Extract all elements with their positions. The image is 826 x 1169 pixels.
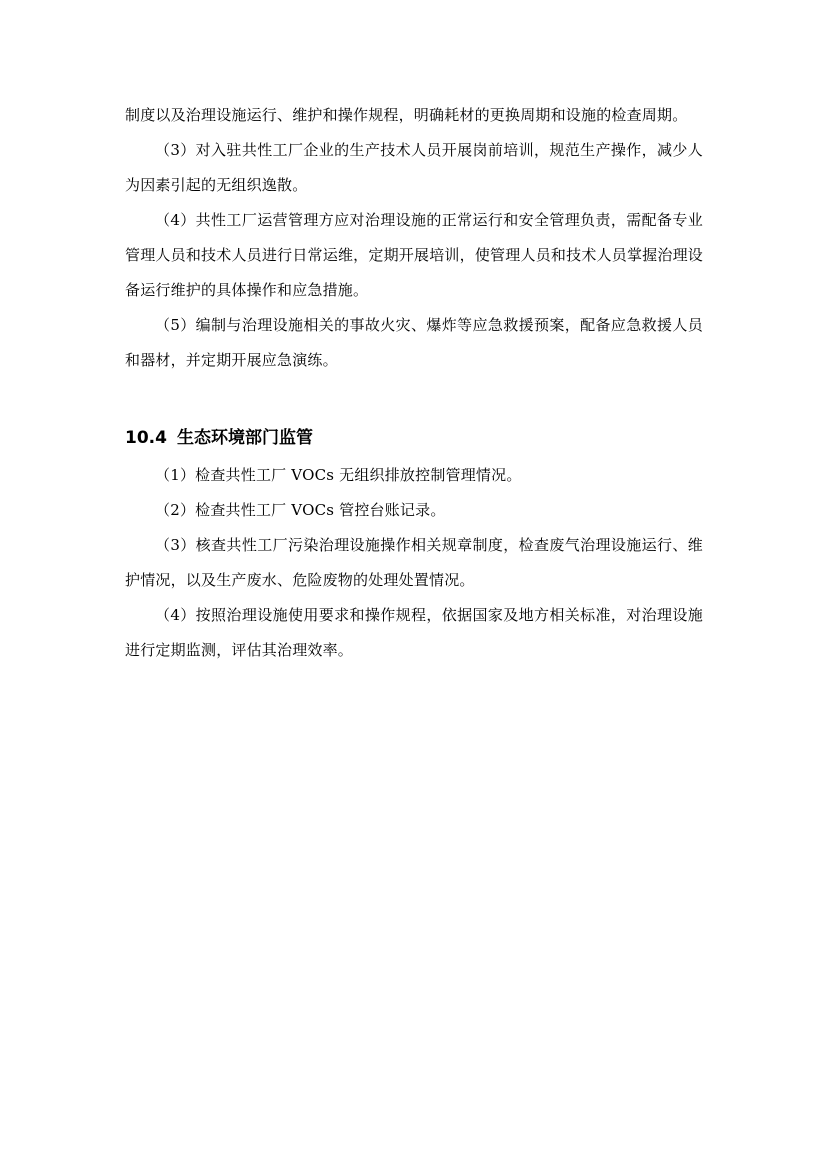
section-upper-body: [125, 98, 703, 378]
paragraph-item-5: （5）编制与治理设施相关的事故火灾、爆炸等应急救援预案，配备应急救援人员和器材，并定期开展应急演练。: [125, 316, 703, 369]
section-lower-body: [125, 458, 703, 668]
section-heading-title: 生态环境部门监管: [176, 428, 313, 448]
paragraph-check-4: （4）按照治理设施使用要求和操作规程，依据国家及地方相关标准，对治理设施进行定期监测，评估其治理效率。: [125, 606, 703, 659]
paragraph-continuation: 制度以及治理设施运行、维护和操作规程，明确耗材的更换周期和设施的检查周期。: [125, 106, 688, 124]
section-heading-number: 10.4: [125, 428, 167, 448]
paragraph-item-3: （3）对入驻共性工厂企业的生产技术人员开展岗前培训，规范生产操作，减少人为因素引起的无组织逸散。: [125, 141, 703, 194]
paragraph-check-1: （1）检查共性工厂 VOCs 无组织排放控制管理情况。: [155, 466, 522, 484]
paragraph-item-4: （4）共性工厂运营管理方应对治理设施的正常运行和安全管理负责，需配备专业管理人员和技术人员进行日常运维，定期开展培训，使管理人员和技术人员掌握治理设备运行维护的具体操作和应急措施。: [125, 211, 703, 299]
paragraph-check-3: （3）核查共性工厂污染治理设施操作相关规章制度，检查废气治理设施运行、维护情况，以及生产废水、危险废物的处理处置情况。: [125, 536, 703, 589]
section-heading: [125, 424, 313, 452]
paragraph-check-2: （2）检查共性工厂 VOCs 管控台账记录。: [155, 501, 446, 519]
